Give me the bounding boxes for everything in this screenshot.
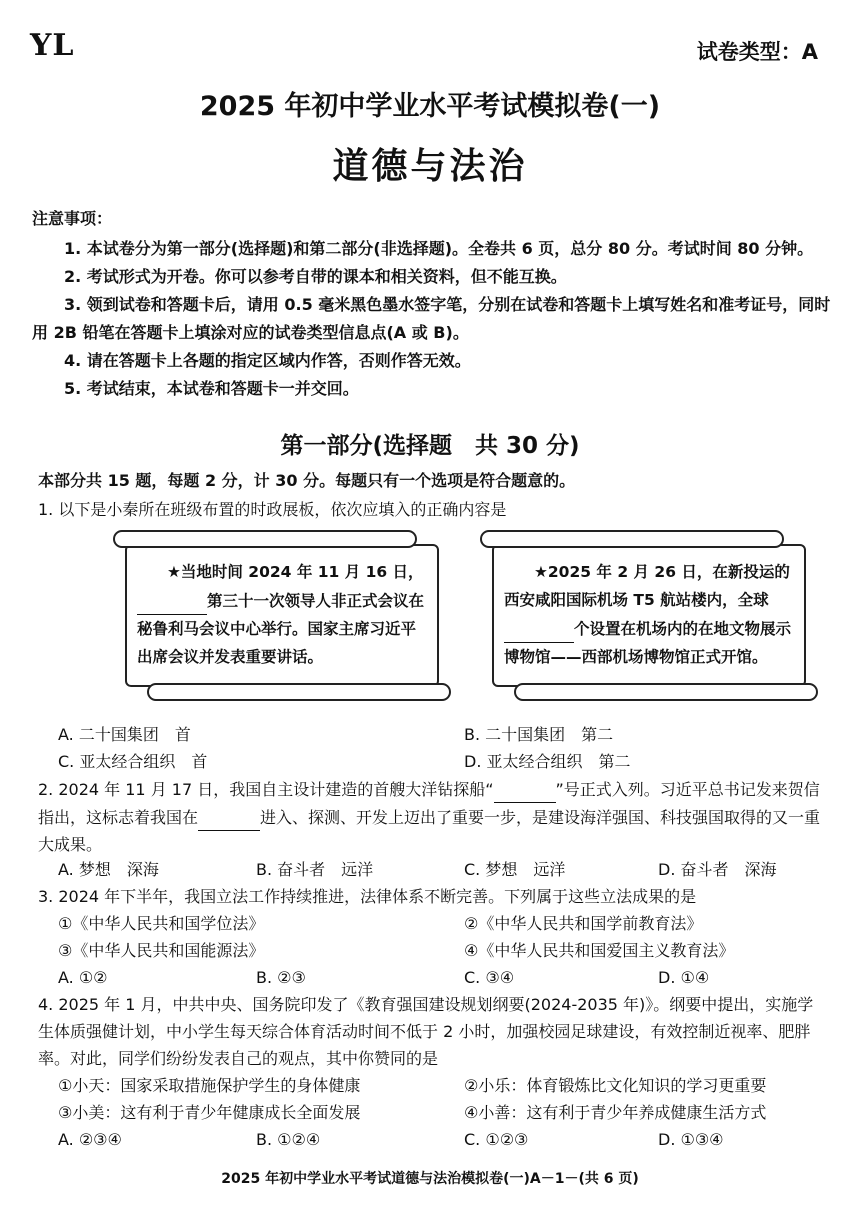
statement-item: ④小善：这有利于青少年养成健康生活方式 <box>464 1103 767 1122</box>
board-text: ★当地时间 2024 年 11 月 16 日， <box>167 563 424 581</box>
q1-options <box>58 721 828 777</box>
option-d[interactable]: D. ①④ <box>658 968 710 987</box>
statement-item: ②《中华人民共和国学前教育法》 <box>464 914 703 933</box>
notice-item: 4. 请在答题卡上各题的指定区域内作答，否则作答无效。 <box>64 351 471 370</box>
option-d[interactable]: D. ①③④ <box>658 1130 724 1149</box>
option-b[interactable]: B. ①②④ <box>256 1130 321 1149</box>
option-b[interactable]: B. ②③ <box>256 968 306 987</box>
answer-blank <box>198 803 260 831</box>
q2-options <box>58 856 828 884</box>
scroll-curl-top <box>113 530 417 548</box>
statement-item: ①小天：国家采取措施保护学生的身体健康 <box>58 1076 361 1095</box>
scroll-curl-bottom <box>514 683 818 701</box>
notice-section <box>32 205 832 403</box>
option-d[interactable]: D. 亚太经合组织 第二 <box>464 752 631 771</box>
notice-item: 5. 考试结束，本试卷和答题卡一并交回。 <box>64 379 359 398</box>
answer-blank <box>137 586 207 615</box>
board-text: ★2025 年 2 月 26 日，在新投运的西安咸阳国际机场 T5 航站楼内，全球 <box>504 563 790 609</box>
option-a[interactable]: A. ②③④ <box>58 1130 122 1149</box>
q2-stem-part: 2. 2024 年 11 月 17 日，我国自主设计建造的首艘大洋钻探船“ <box>38 780 494 799</box>
statement-item: ③《中华人民共和国能源法》 <box>58 941 265 960</box>
option-b[interactable]: B. 二十国集团 第二 <box>464 725 614 744</box>
q2-stem <box>38 775 828 858</box>
q3-items <box>58 910 828 992</box>
notice-item: 3. 领到试卷和答题卡后，请用 0.5 毫米黑色墨水签字笔，分别在试卷和答题卡上填写姓名和准考证号，同时用 2B 铅笔在答题卡上填涂对应的试卷类型信息点(A 或 B)。 <box>32 295 831 342</box>
statement-item: ①《中华人民共和国学位法》 <box>58 914 265 933</box>
option-c[interactable]: C. ①②③ <box>464 1130 529 1149</box>
q3-stem: 3. 2024 年下半年，我国立法工作持续推进，法律体系不断完善。下列属于这些立法成果的是 <box>38 887 697 906</box>
news-board-left <box>125 544 439 687</box>
part1-intro: 本部分共 15 题，每题 2 分，计 30 分。每题只有一个选项是符合题意的。 <box>38 471 576 490</box>
option-a[interactable]: A. 二十国集团 首 <box>58 725 191 744</box>
option-c[interactable]: C. 梦想 远洋 <box>464 860 566 879</box>
board-text: 个设置在机场内的在地文物展示博物馆——西部机场博物馆正式开馆。 <box>504 620 792 666</box>
subject-title: 道德与法治 <box>332 146 528 187</box>
option-b[interactable]: B. 奋斗者 远洋 <box>256 860 374 879</box>
statement-item: ②小乐：体育锻炼比文化知识的学习更重要 <box>464 1076 767 1095</box>
q4-stem: 4. 2025 年 1 月，中共中央、国务院印发了《教育强国建设规划纲要(2024-2035 年)》。纲要中提出，实施学生体质强健计划，中小学生每天综合体育活动时间不低于 2 小时，加强校园足球建设，有效控制近视率、肥胖率。对此，同学们纷纷发表自己的观点，其中你赞同的是 <box>38 995 814 1068</box>
board-text: 第三十一次领导人非正式会议在秘鲁利马会议中心举行。国家主席习近平出席会议并发表重要讲话。 <box>137 592 425 666</box>
statement-item: ④《中华人民共和国爱国主义教育法》 <box>464 941 735 960</box>
answer-blank <box>494 775 556 803</box>
option-a[interactable]: A. ①② <box>58 968 108 987</box>
scroll-curl-bottom <box>147 683 451 701</box>
scroll-curl-top <box>480 530 784 548</box>
notice-item: 2. 考试形式为开卷。你可以参考自带的课本和相关资料，但不能互换。 <box>64 267 567 286</box>
option-c[interactable]: C. ③④ <box>464 968 515 987</box>
notice-item: 1. 本试卷分为第一部分(选择题)和第二部分(非选择题)。全卷共 6 页，总分 80 分。考试时间 80 分钟。 <box>64 239 814 258</box>
notice-heading: 注意事项： <box>32 209 113 228</box>
q2-stem-part: 进入、探测、开发上迈出了重要一步，是建设海洋强国、科技强国取得的又一重大成果。 <box>38 808 821 854</box>
exam-title: 2025 年初中学业水平考试模拟卷(一) <box>199 91 661 122</box>
option-c[interactable]: C. 亚太经合组织 首 <box>58 752 208 771</box>
part1-title: 第一部分(选择题 共 30 分) <box>280 433 580 459</box>
option-d[interactable]: D. 奋斗者 深海 <box>658 860 777 879</box>
q1-stem: 1. 以下是小秦所在班级布置的时政展板，依次应填入的正确内容是 <box>38 500 507 519</box>
paper-type-label: 试卷类型：A <box>696 40 818 64</box>
statement-item: ③小美：这有利于青少年健康成长全面发展 <box>58 1103 361 1122</box>
answer-blank <box>504 614 574 643</box>
q4-items <box>58 1072 828 1154</box>
q2-stem-part: ”号正式入列。习近平总书记发来贺信指出，这标志着我国在 <box>38 780 820 827</box>
option-a[interactable]: A. 梦想 深海 <box>58 860 159 879</box>
news-board-right <box>492 544 806 687</box>
page-footer: 2025 年初中学业水平考试道德与法治模拟卷(一)A－1－(共 6 页) <box>221 1171 639 1187</box>
logo: YL <box>30 28 75 63</box>
